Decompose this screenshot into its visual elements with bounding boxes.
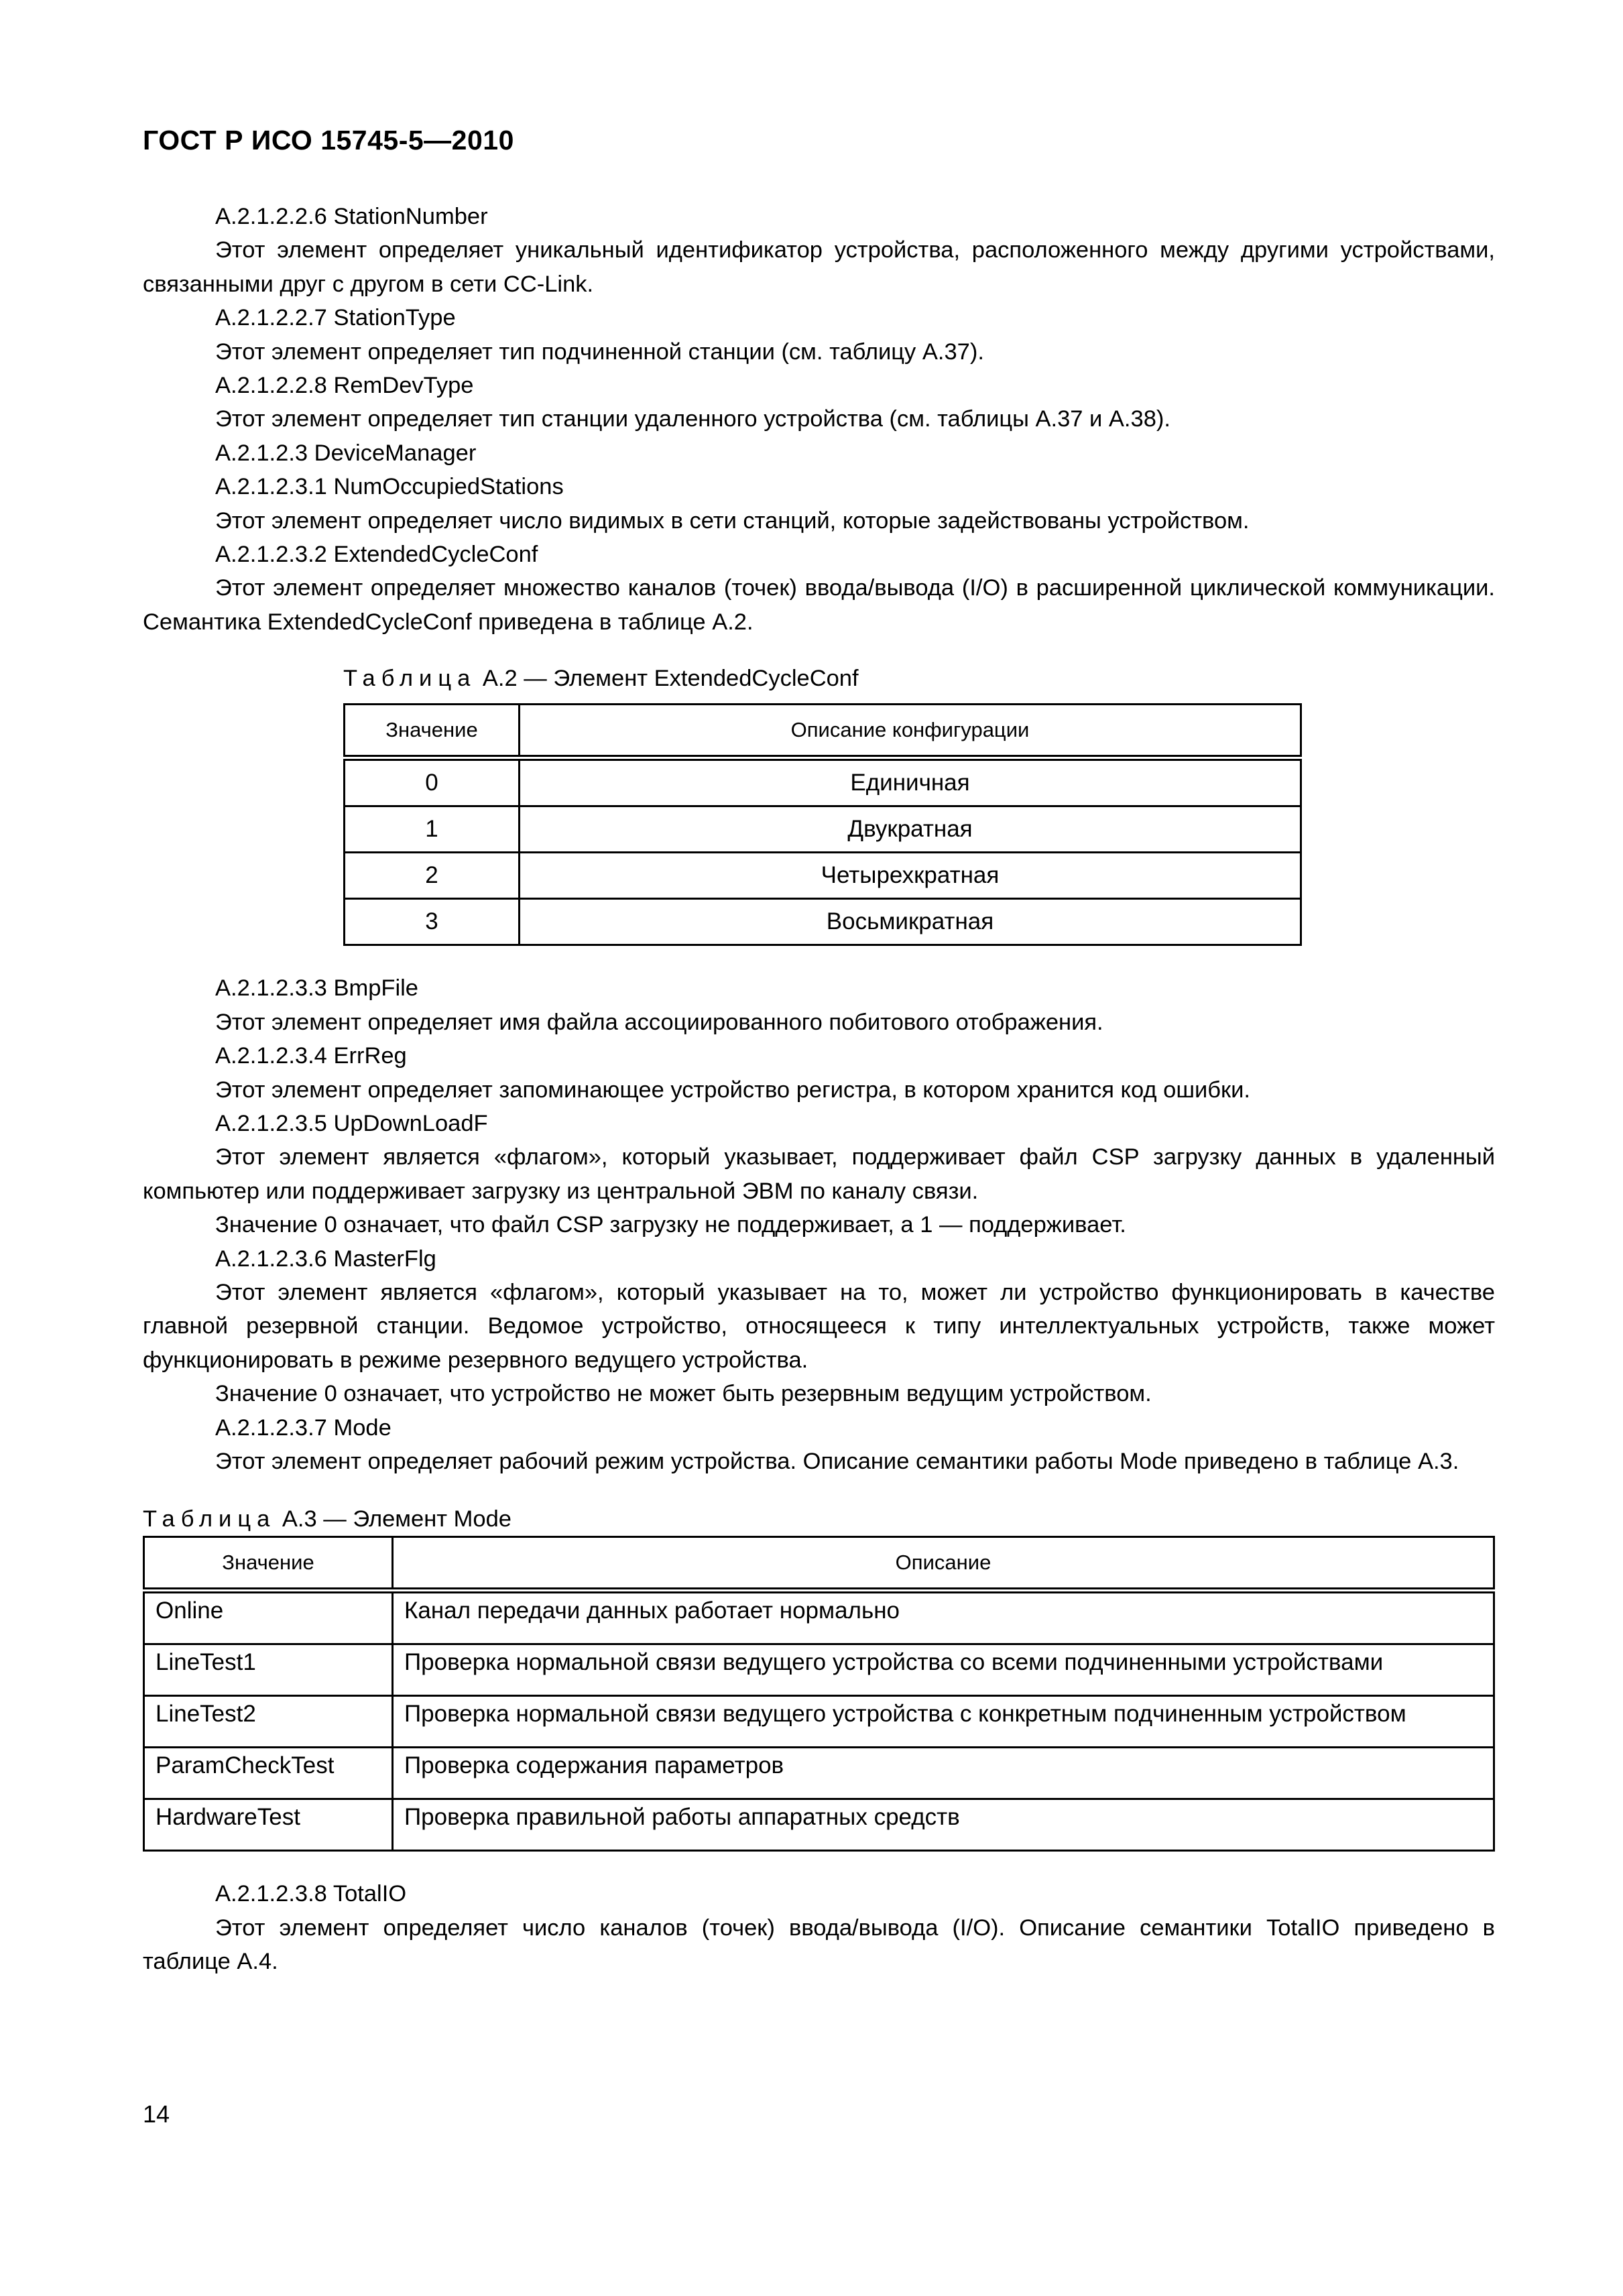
paragraph: Этот элемент определяет имя файла ассоциированного побитового отображения. (215, 1009, 1103, 1035)
paragraph: Этот элемент определяет множество каналов (точек) ввода/вывода (I/O) в расширенной циклической коммуникации. Семантика ExtendedCycleConf приведена в таблице А.2. (143, 575, 1495, 635)
table-row (144, 1696, 1494, 1748)
section-heading: A.2.1.2.2.6 StationNumber (215, 204, 488, 229)
paragraph: Этот элемент является «флагом», который указывает, поддерживает файл CSP загрузку данных в удаленный компьютер или поддерживает загрузку из центральной ЭВМ по каналу связи. (143, 1144, 1495, 1204)
paragraph: Этот элемент определяет уникальный идентификатор устройства, расположенного между другими устройствами, связанными друг с другом в сети CC-Link. (143, 237, 1495, 297)
paragraph: Значение 0 означает, что устройство не может быть резервным ведущим устройством. (215, 1381, 1152, 1407)
table-a2-caption-text: А.2 — Элемент ExtendedCycleConf (482, 666, 859, 692)
paragraph: Этот элемент определяет рабочий режим устройства. Описание семантики работы Mode приведено в таблице А.3. (215, 1448, 1459, 1474)
section-heading: A.2.1.2.2.8 RemDevType (215, 373, 474, 399)
table-a2-caption (343, 662, 1495, 695)
section-heading: A.2.1.2.3.8 TotalIO (215, 1881, 407, 1907)
table-a3-caption (143, 1502, 1495, 1536)
table-cell-value: ParamCheckTest (144, 1748, 393, 1799)
table-cell-description: Проверка содержания параметров (393, 1748, 1494, 1799)
table-cell-value: Online (144, 1591, 393, 1644)
table-cell-description: Восьмикратная (520, 899, 1301, 945)
page-number: 14 (143, 2100, 170, 2128)
section-heading: A.2.1.2.3.2 ExtendedCycleConf (215, 542, 538, 568)
table-cell-description: Проверка нормальной связи ведущего устройства с конкретным подчиненным устройством (393, 1696, 1494, 1748)
paragraph: Этот элемент определяет тип станции удаленного устройства (см. таблицы А.37 и А.38). (215, 406, 1170, 432)
section-heading: A.2.1.2.3.7 Mode (215, 1414, 392, 1441)
section-heading: A.2.1.2.3.3 BmpFile (215, 975, 418, 1002)
paragraph: Этот элемент определяет тип подчиненной станции (см. таблицу А.37). (215, 339, 984, 365)
paragraph: Этот элемент определяет число каналов (точек) ввода/вывода (I/O). Описание семантики TotalIO приведено в таблице А.4. (143, 1915, 1495, 1975)
table-a3-caption-prefix: Таблица (143, 1506, 276, 1532)
section-heading: A.2.1.2.3.6 MasterFlg (215, 1246, 436, 1272)
page-content (143, 200, 1495, 1979)
table-a3-header-description: Описание (393, 1537, 1494, 1591)
section-device-manager (143, 971, 1495, 1478)
paragraph: Этот элемент является «флагом», который указывает на то, может ли устройство функционировать в качестве главной резервной станции. Ведомое устройство, относящееся к типу интеллектуальных устройств, также может функционировать в режиме резервного ведущего устройства. (143, 1279, 1495, 1373)
section-device-station (143, 200, 1495, 639)
document-header: ГОСТ Р ИСО 15745-5—2010 (143, 125, 514, 156)
table-row (345, 806, 1301, 853)
table-row (345, 899, 1301, 945)
table-cell-value: LineTest2 (144, 1696, 393, 1748)
paragraph: Этот элемент определяет запоминающее устройство регистра, в котором хранится код ошибки. (215, 1077, 1250, 1103)
section-heading: A.2.1.2.3.5 UpDownLoadF (215, 1110, 488, 1136)
table-row (144, 1748, 1494, 1799)
table-row (144, 1799, 1494, 1851)
table-a2-caption-prefix: Таблица (343, 666, 477, 692)
paragraph: Значение 0 означает, что файл CSP загрузку не поддерживает, а 1 — поддерживает. (215, 1212, 1126, 1238)
table-a3-caption-text: А.3 — Элемент Mode (282, 1506, 512, 1532)
table-row (144, 1591, 1494, 1644)
table-cell-value: HardwareTest (144, 1799, 393, 1851)
section-heading: A.2.1.2.3.1 NumOccupiedStations (215, 474, 564, 500)
table-row (345, 853, 1301, 899)
table-cell-value: 3 (345, 899, 520, 945)
section-heading: A.2.1.2.2.7 StationType (215, 305, 456, 331)
table-a3 (143, 1536, 1495, 1852)
table-cell-description: Единичная (520, 758, 1301, 806)
section-total-io (143, 1877, 1495, 1978)
table-cell-description: Проверка правильной работы аппаратных средств (393, 1799, 1494, 1851)
paragraph: Этот элемент определяет число видимых в сети станций, которые задействованы устройством. (215, 507, 1250, 534)
table-cell-value: 2 (345, 853, 520, 899)
table-a2-header-description: Описание конфигурации (520, 705, 1301, 758)
table-cell-description: Канал передачи данных работает нормально (393, 1591, 1494, 1644)
table-cell-description: Двукратная (520, 806, 1301, 853)
table-a2-header-value: Значение (345, 705, 520, 758)
section-heading: A.2.1.2.3.4 ErrReg (215, 1043, 407, 1069)
table-cell-value: 1 (345, 806, 520, 853)
table-a2 (343, 703, 1302, 946)
table-cell-description: Проверка нормальной связи ведущего устройства со всеми подчиненными устройствами (393, 1644, 1494, 1696)
table-row (345, 758, 1301, 806)
table-cell-value: LineTest1 (144, 1644, 393, 1696)
section-heading: A.2.1.2.3 DeviceManager (215, 440, 477, 466)
table-cell-description: Четырехкратная (520, 853, 1301, 899)
table-a3-header-row (144, 1537, 1494, 1591)
table-a3-header-value: Значение (144, 1537, 393, 1591)
table-cell-value: 0 (345, 758, 520, 806)
table-a2-header-row (345, 705, 1301, 758)
table-row (144, 1644, 1494, 1696)
